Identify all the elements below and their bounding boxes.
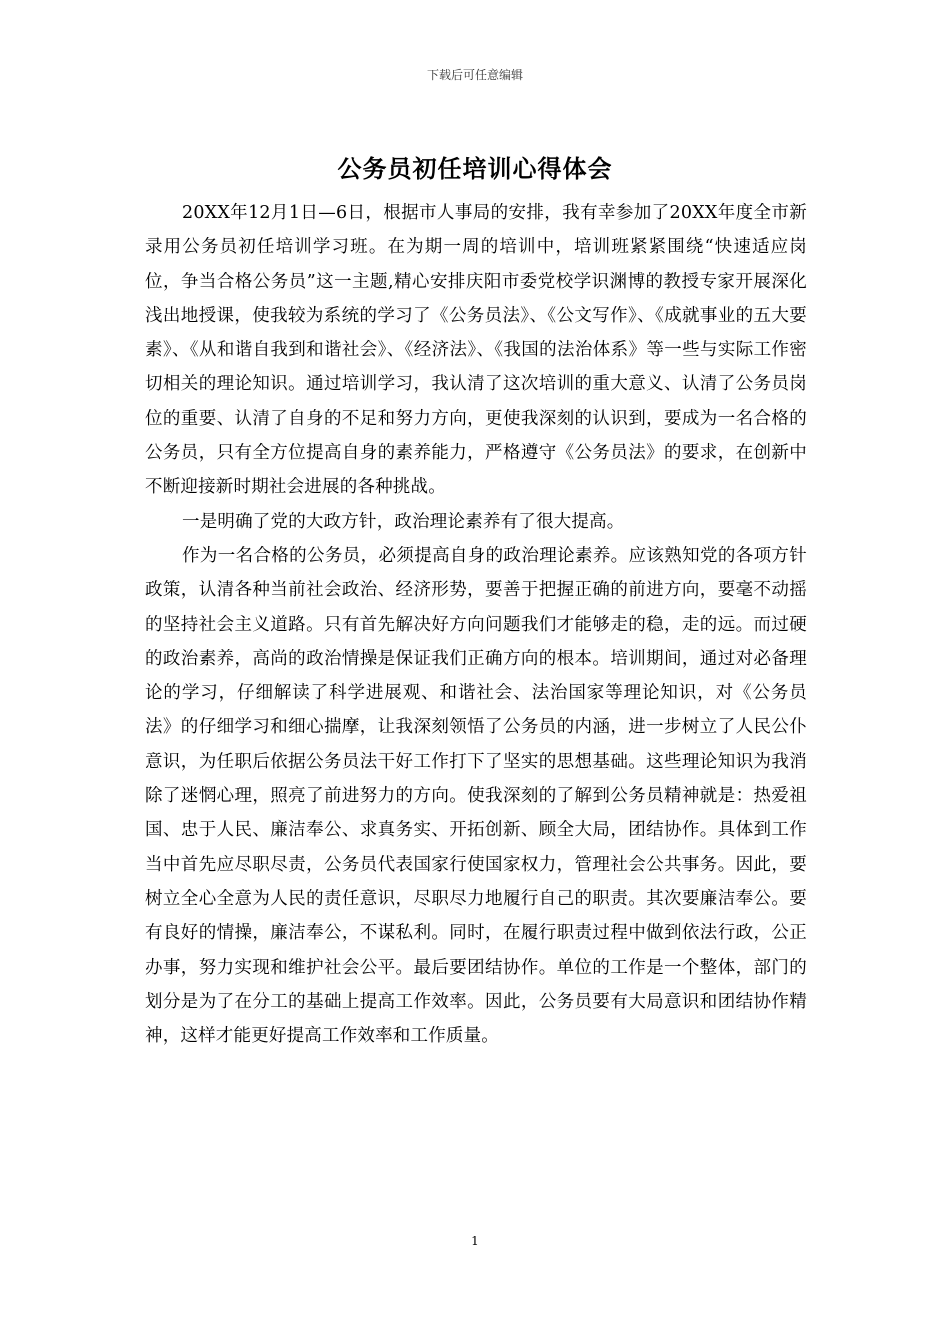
paragraph-point-one: 一是明确了党的大政方针，政治理论素养有了很大提高。 bbox=[182, 511, 625, 532]
document-body bbox=[145, 196, 807, 1053]
paragraph-political-literacy: 作为一名合格的公务员，必须提高自身的政治理论素养。应该熟知党的各项方针政策，认清各种当前社会政治、经济形势，要善于把握正确的前进方向，要毫不动摇的坚持社会主义道路。只有首先解决好方向问题我们才能够走的稳，走的远。而过硬的政治素养，高尚的政治情操是保证我们正确方向的根本。培训期间，通过对必备理论的学习，仔细解读了科学进展观、和谐社会、法治国家等理论知识，对《公务员法》的仔细学习和细心揣摩，让我深刻领悟了公务员的内涵，进一步树立了人民公仆意识，为任职后依据公务员法干好工作打下了坚实的思想基础。这些理论知识为我消除了迷惘心理，照亮了前进努力的方向。使我深刻的了解到公务员精神就是：热爱祖国、忠于人民、廉洁奉公、求真务实、开拓创新、顾全大局，团结协作。具体到工作当中首先应尽职尽责，公务员代表国家行使国家权力，管理社会公共事务。因此，要树立全心全意为人民的责任意识，尽职尽力地履行自己的职责。其次要廉洁奉公。要有良好的情操，廉洁奉公，不谋私利。同时，在履行职责过程中做到依法行政，公正办事，努力实现和维护社会公平。最后要团结协作。单位的工作是一个整体，部门的划分是为了在分工的基础上提高工作效率。因此，公务员要有大局意识和团结协作精神，这样才能更好提高工作效率和工作质量。 bbox=[145, 545, 807, 1047]
paragraph-intro: 20XX年12月1日—6日，根据市人事局的安排，我有幸参加了20XX年度全市新录用公务员初任培训学习班。在为期一周的培训中，培训班紧紧围绕“快速适应岗位，争当合格公务员”这一主题,精心安排庆阳市委党校学识渊博的教授专家开展深化浅出地授课，使我较为系统的学习了《公务员法》、《公文写作》、《成就事业的五大要素》、《从和谐自我到和谐社会》、《经济法》、《我国的法治体系》等一些与实际工作密切相关的理论知识。通过培训学习，我认清了这次培训的重大意义、认清了公务员岗位的重要、认清了自身的不足和努力方向，更使我深刻的认识到，要成为一名合格的公务员，只有全方位提高自身的素养能力，严格遵守《公务员法》的要求，在创新中不断迎接新时期社会进展的各种挑战。 bbox=[145, 203, 807, 498]
page-number: 1 bbox=[471, 1234, 479, 1248]
header-note: 下载后可任意编辑 bbox=[426, 68, 523, 82]
document-title: 公务员初任培训心得体会 bbox=[337, 155, 613, 183]
